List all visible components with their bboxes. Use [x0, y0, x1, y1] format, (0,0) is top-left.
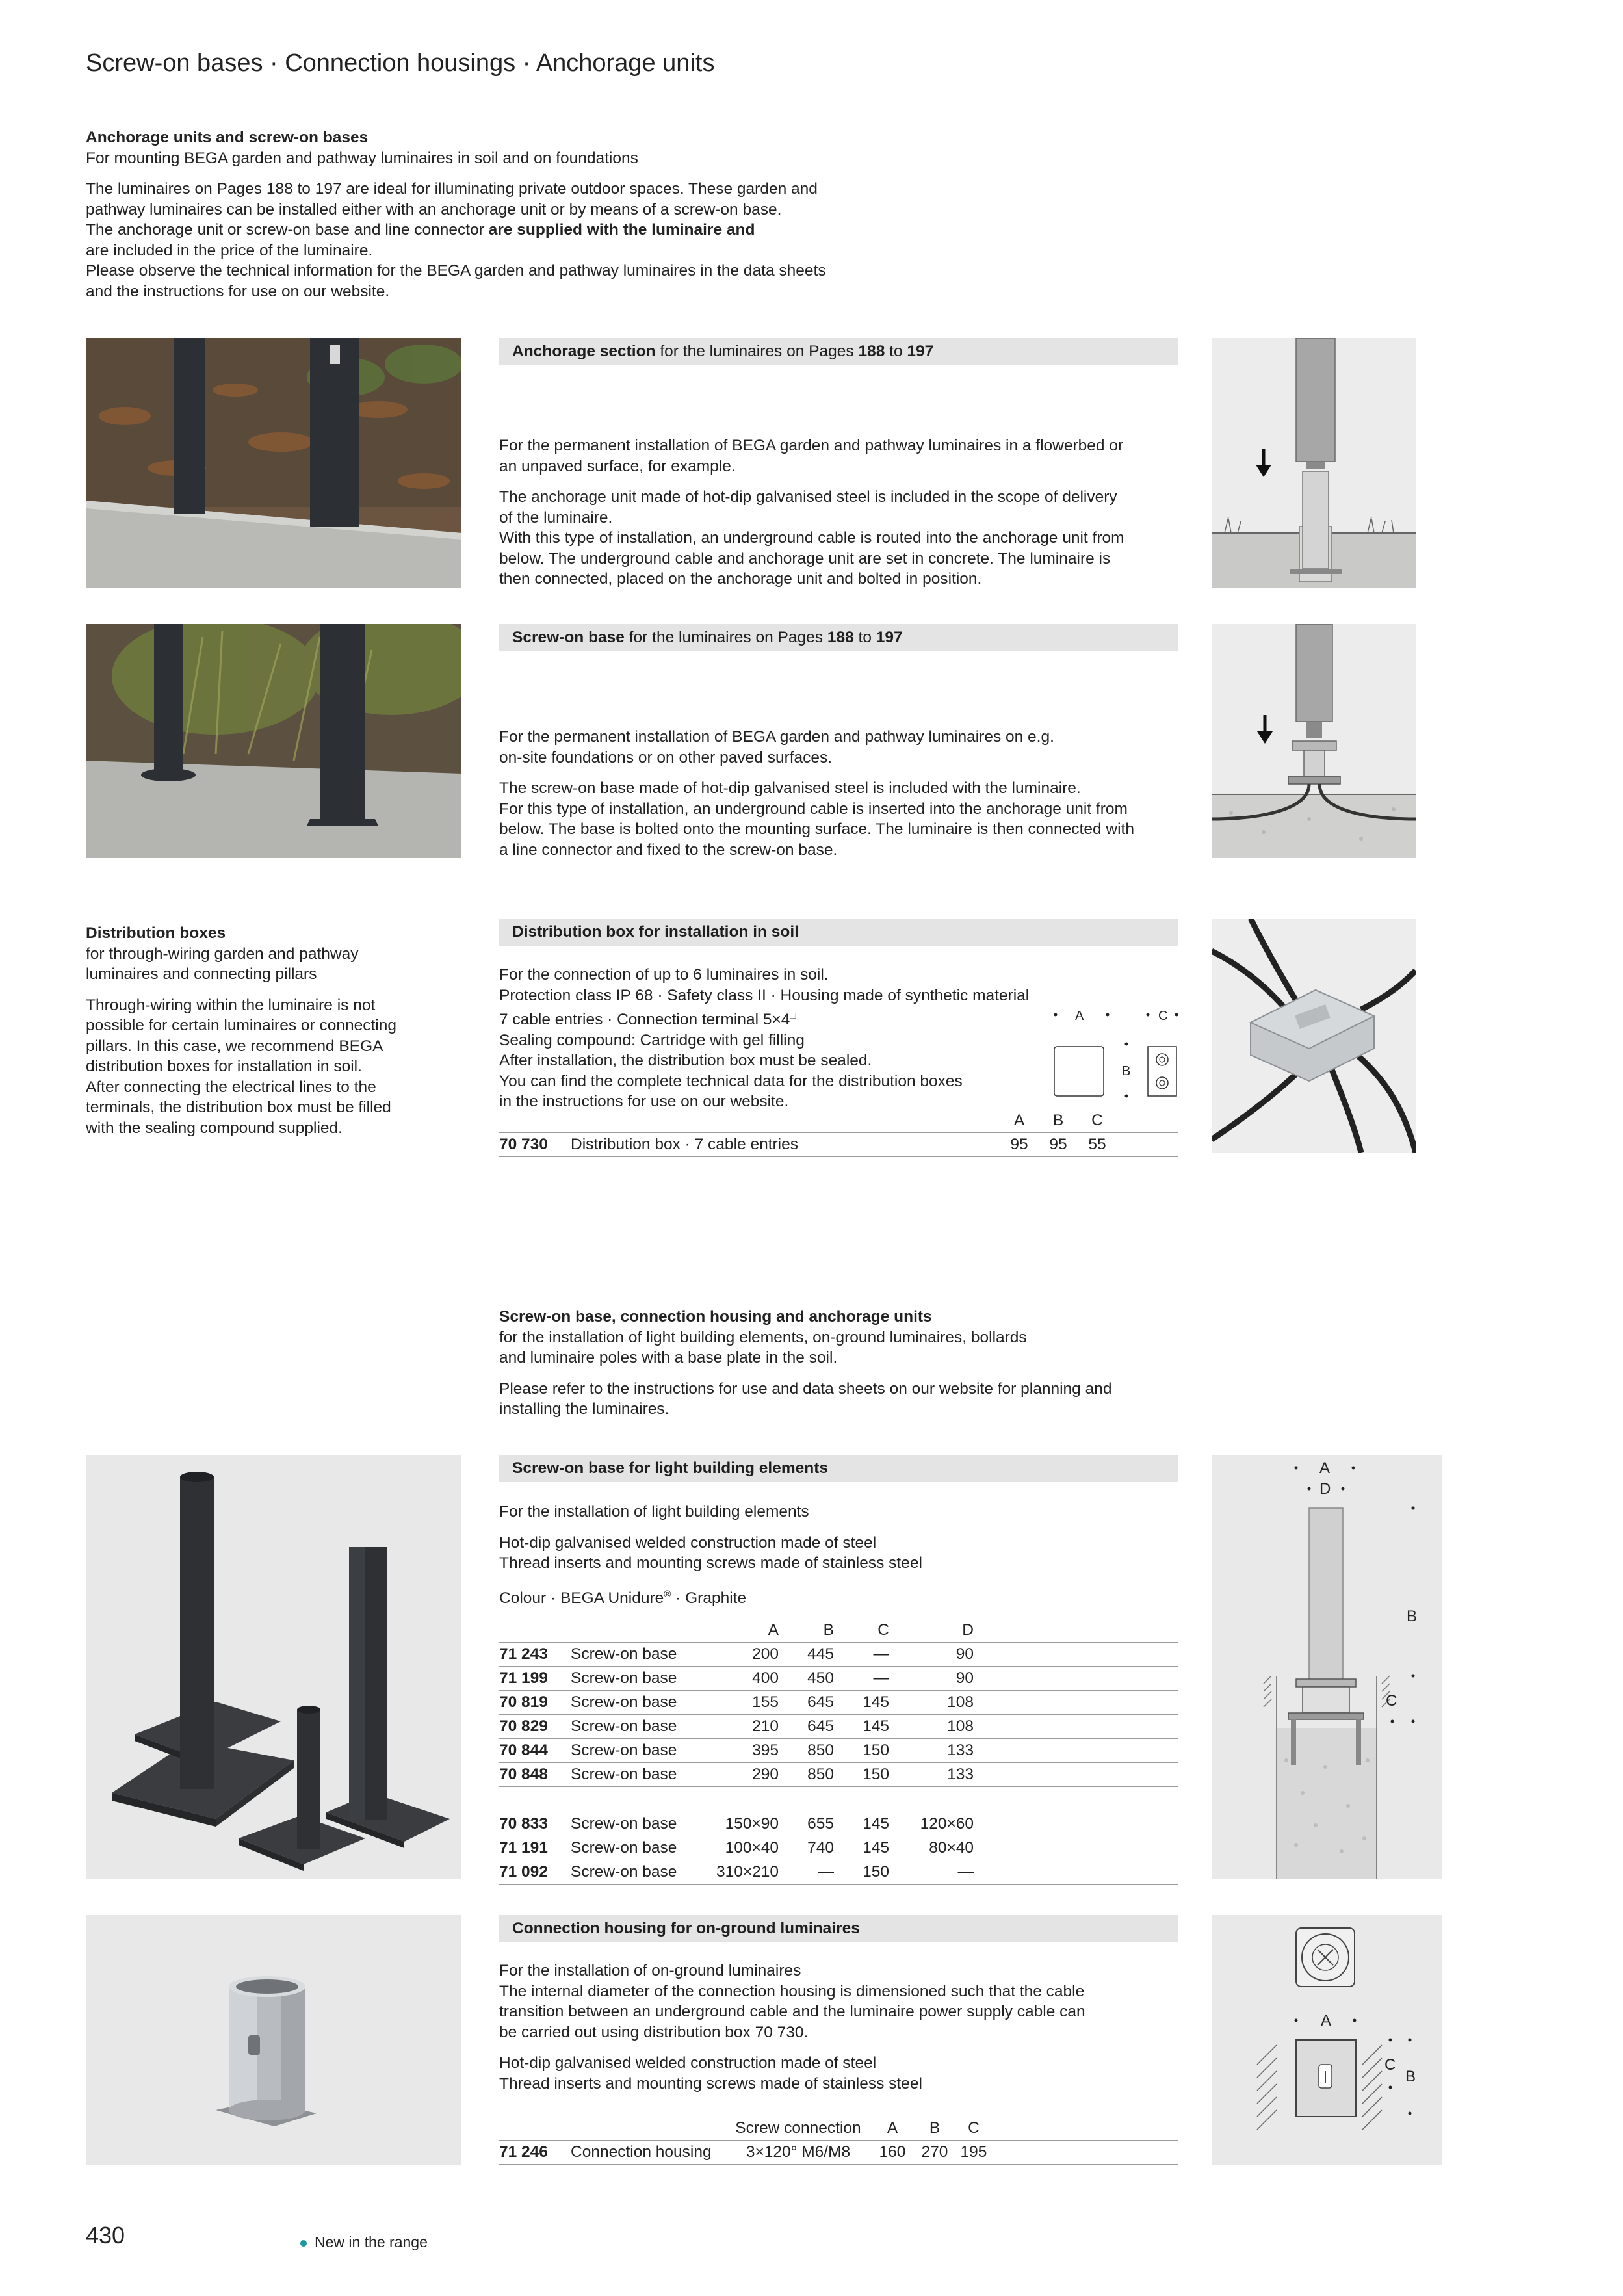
light-building-table	[499, 1619, 1178, 1885]
distribution-box-dimension-drawing	[1052, 1000, 1182, 1104]
value-a: 200	[714, 1643, 779, 1667]
text-line: For the installation of light building elements	[499, 1503, 809, 1520]
article-name: Screw-on base	[571, 1836, 714, 1860]
distribution-intro	[86, 923, 450, 1138]
text-line: After installation, the distribution box must be sealed.	[499, 1052, 872, 1070]
column-header: A	[870, 2117, 915, 2141]
value-b: 450	[779, 1667, 834, 1691]
registered-symbol: ®	[664, 1588, 671, 1600]
value-c: 150	[834, 1739, 889, 1763]
distribution-box-bar	[499, 919, 1178, 946]
text-line: of the luminaire.	[499, 508, 613, 527]
dim-label-b: B	[1122, 1064, 1131, 1078]
dim-label-a: A	[1321, 2012, 1332, 2029]
text-line: terminals, the distribution box must be filled	[86, 1099, 391, 1116]
text-line: Sealing compound: Cartridge with gel filling	[499, 1031, 805, 1049]
table-header-row	[499, 2117, 1178, 2141]
text-line: a line connector and fixed to the screw-on base.	[499, 841, 838, 859]
table-row	[499, 1643, 1178, 1667]
article-number: 70 829	[499, 1715, 571, 1739]
bar-text: for the luminaires on Pages	[655, 343, 859, 360]
text-line: Thread inserts and mounting screws made of stainless steel	[499, 1554, 922, 1572]
column-header: B	[915, 2117, 954, 2141]
intro-text: The luminaires on Pages 188 to 197 are ideal for illuminating private outdoor spaces. These garden and	[86, 180, 818, 198]
distribution-box-text	[499, 965, 1071, 1112]
text-line: Hot-dip galvanised welded construction made of steel	[499, 1533, 877, 1552]
bar-title: Screw-on base	[512, 629, 625, 646]
article-number: 70 730	[499, 1133, 571, 1157]
value-a: 160	[870, 2141, 915, 2165]
light-building-diagram-drawing	[1212, 1455, 1442, 1879]
anchorage-diagram	[1212, 338, 1416, 588]
distribution-box-dimension-svg	[1052, 1000, 1182, 1104]
value-d: 133	[889, 1763, 974, 1787]
bar-title: Connection housing for on-ground luminaires	[512, 1920, 860, 1937]
anchorage-section-bar	[499, 338, 1178, 365]
article-number: 71 092	[499, 1860, 571, 1885]
value-a: 395	[714, 1739, 779, 1763]
article-number: 71 191	[499, 1836, 571, 1860]
distribution-box-table	[499, 1109, 1178, 1157]
text-line: For the installation of on-ground luminaires	[499, 1962, 801, 1979]
dim-label-c: C	[1384, 2056, 1396, 2074]
value-c: 150	[834, 1763, 889, 1787]
value-d: —	[889, 1860, 974, 1885]
article-number: 71 246	[499, 2141, 571, 2165]
connection-housing-bar	[499, 1915, 1178, 1942]
column-header: C	[1091, 1112, 1103, 1129]
text-line: Protection class IP 68 · Safety class II · Housing made of synthetic material	[499, 986, 1030, 1004]
text-line: 7 cable entries · Connection terminal 5×4	[499, 1011, 790, 1029]
article-name: Screw-on base	[571, 1739, 714, 1763]
text-line: For this type of installation, an underground cable is inserted into the anchorage unit from	[499, 800, 1128, 818]
table-row	[499, 1667, 1178, 1691]
text-line: for through-wiring garden and pathway	[86, 945, 359, 963]
dim-label-b: B	[1405, 2068, 1416, 2085]
text-line: After connecting the electrical lines to the	[86, 1078, 376, 1096]
column-header: C	[954, 2117, 993, 2141]
text-line: Thread inserts and mounting screws made of stainless steel	[499, 2074, 922, 2093]
intro-text: are included in the price of the luminaire.	[86, 241, 373, 259]
column-header: B	[1052, 1112, 1064, 1129]
article-name: Screw-on base	[571, 1667, 714, 1691]
value-a: 95	[1000, 1133, 1039, 1157]
text-line: transition between an underground cable and the luminaire power supply cable can	[499, 2003, 1085, 2020]
anchorage-section-text	[499, 436, 1188, 590]
legend-text: New in the range	[315, 2234, 428, 2250]
bar-page: 188	[858, 343, 885, 360]
text-line: Through-wiring within the luminaire is not	[86, 996, 376, 1014]
screw-on-section-bar	[499, 624, 1178, 651]
text-line: and luminaire poles with a base plate in the soil.	[499, 1349, 838, 1366]
value-b: 740	[779, 1836, 834, 1860]
value-c: 55	[1078, 1133, 1117, 1157]
article-number: 70 848	[499, 1763, 571, 1787]
dim-label-b: B	[1407, 1608, 1418, 1625]
bar-title: Anchorage section	[512, 343, 656, 360]
bar-page: 188	[827, 629, 854, 646]
value-d: 120×60	[889, 1812, 974, 1836]
text-line: distribution boxes for installation in soil.	[86, 1058, 362, 1075]
article-number: 70 844	[499, 1739, 571, 1763]
table-row	[499, 1715, 1178, 1739]
dim-label-a: A	[1319, 1459, 1331, 1477]
table-row	[499, 2141, 1178, 2165]
dim-label-d: D	[1319, 1480, 1331, 1498]
value-a: 155	[714, 1691, 779, 1715]
value-b: 445	[779, 1643, 834, 1667]
screw-connection: 3×120° M6/M8	[727, 2141, 870, 2165]
connection-housing-text	[499, 1961, 1188, 2094]
text-line: For the permanent installation of BEGA garden and pathway luminaires on e.g.	[499, 728, 1054, 746]
value-b: 645	[779, 1715, 834, 1739]
bar-text: to	[853, 629, 876, 646]
page-title: Screw-on bases · Connection housings · Anchorage units	[86, 49, 715, 77]
table-row	[499, 1836, 1178, 1860]
value-a: 150×90	[714, 1812, 779, 1836]
value-c: 145	[834, 1715, 889, 1739]
text-line: with the sealing compound supplied.	[86, 1119, 343, 1137]
article-name: Screw-on base	[571, 1763, 714, 1787]
bar-title: Screw-on base for light building elements	[512, 1459, 828, 1477]
value-b: 645	[779, 1691, 834, 1715]
article-name: Distribution box · 7 cable entries	[571, 1133, 1000, 1157]
text-line: With this type of installation, an underground cable is routed into the anchorage unit from	[499, 529, 1124, 547]
value-c: 145	[834, 1812, 889, 1836]
intro-text: and the instructions for use on our website.	[86, 282, 390, 300]
value-c: 150	[834, 1860, 889, 1885]
article-name: Screw-on base	[571, 1860, 714, 1885]
intro-text: Please observe the technical information for the BEGA garden and pathway luminaires in the data sheets	[86, 262, 826, 280]
text-line: installing the luminaires.	[499, 1400, 669, 1418]
value-b: —	[779, 1860, 834, 1885]
bar-page: 197	[907, 343, 934, 360]
anchorage-photo-image	[86, 338, 461, 588]
new-in-range-dot-icon	[300, 2240, 307, 2247]
text-line: luminaires and connecting pillars	[86, 965, 317, 983]
value-b: 95	[1039, 1133, 1078, 1157]
value-a: 290	[714, 1763, 779, 1787]
value-c: 195	[954, 2141, 993, 2165]
legend	[300, 2234, 428, 2251]
value-c: —	[834, 1643, 889, 1667]
value-b: 850	[779, 1763, 834, 1787]
column-header: B	[779, 1619, 834, 1643]
distribution-heading: Distribution boxes	[86, 924, 226, 942]
dim-label-c: C	[1386, 1692, 1397, 1710]
text-line: You can find the complete technical data for the distribution boxes	[499, 1072, 963, 1090]
article-number: 71 243	[499, 1643, 571, 1667]
bar-text: for the luminaires on Pages	[624, 629, 827, 646]
text-line: below. The underground cable and anchorage unit are set in concrete. The luminaire is	[499, 549, 1111, 567]
article-name: Screw-on base	[571, 1643, 714, 1667]
screw-on-bases-photo-image	[86, 1455, 461, 1879]
value-b: 850	[779, 1739, 834, 1763]
intro-heading: Anchorage units and screw-on bases	[86, 129, 369, 146]
intro-subheading: For mounting BEGA garden and pathway luminaires in soil and on foundations	[86, 149, 638, 167]
table-row	[499, 1812, 1178, 1836]
column-header: C	[834, 1619, 889, 1643]
bar-title: Distribution box for installation in soil	[512, 923, 799, 941]
value-b: 270	[915, 2141, 954, 2165]
dim-label-c: C	[1158, 1009, 1168, 1023]
value-d: 90	[889, 1667, 974, 1691]
dim-label-a: A	[1075, 1009, 1084, 1023]
light-building-diagram	[1212, 1455, 1442, 1879]
text-line: then connected, placed on the anchorage unit and bolted in position.	[499, 570, 982, 588]
article-number: 70 819	[499, 1691, 571, 1715]
text-line: be carried out using distribution box 70 730.	[499, 2023, 809, 2041]
value-d: 133	[889, 1739, 974, 1763]
connection-housing-diagram	[1212, 1915, 1442, 2165]
column-header: A	[1013, 1112, 1025, 1129]
text-line: Please refer to the instructions for use and data sheets on our website for planning and	[499, 1379, 1112, 1398]
value-d: 90	[889, 1643, 974, 1667]
value-b: 655	[779, 1812, 834, 1836]
value-d: 108	[889, 1715, 974, 1739]
column-header: D	[889, 1619, 974, 1643]
table-row	[499, 1739, 1178, 1763]
colour-value: · Graphite	[671, 1589, 747, 1607]
value-d: 108	[889, 1691, 974, 1715]
screw-on-bases-photo	[86, 1455, 461, 1879]
table-header-row	[499, 1619, 1178, 1643]
text-line: in the instructions for use on our website.	[499, 1093, 789, 1111]
text-line: pillars. In this case, we recommend BEGA	[86, 1037, 383, 1055]
page-number: 430	[86, 2222, 125, 2249]
connection-housing-diagram-drawing	[1212, 1915, 1442, 2165]
table-row	[499, 1763, 1178, 1787]
article-name: Screw-on base	[571, 1715, 714, 1739]
article-number: 71 199	[499, 1667, 571, 1691]
connection-housing-table	[499, 2117, 1178, 2165]
distribution-box-photo	[1212, 919, 1416, 1153]
text-line: an unpaved surface, for example.	[499, 457, 736, 475]
text-line: below. The base is bolted onto the mounting surface. The luminaire is then connected with	[499, 820, 1134, 838]
table-row	[499, 1691, 1178, 1715]
screw-on-diagram	[1212, 624, 1416, 858]
light-building-bar	[499, 1455, 1178, 1482]
connection-housing-photo-image	[86, 1915, 461, 2165]
connection-heading: Screw-on base, connection housing and anchorage units	[499, 1308, 932, 1325]
text-line: For the permanent installation of BEGA garden and pathway luminaires in a flowerbed or	[499, 437, 1124, 454]
light-building-text	[499, 1502, 1188, 1608]
value-a: 100×40	[714, 1836, 779, 1860]
text-line: for the installation of light building elements, on-ground luminaires, bollards	[499, 1328, 1027, 1346]
connection-intro	[499, 1307, 1188, 1420]
text-line: Hot-dip galvanised welded construction made of steel	[499, 2054, 877, 2072]
value-c: —	[834, 1667, 889, 1691]
connection-housing-photo	[86, 1915, 461, 2165]
article-name: Screw-on base	[571, 1812, 714, 1836]
text-line: For the connection of up to 6 luminaires in soil.	[499, 966, 829, 984]
value-c: 145	[834, 1691, 889, 1715]
value-c: 145	[834, 1836, 889, 1860]
bar-text: to	[885, 343, 907, 360]
value-a: 310×210	[714, 1860, 779, 1885]
value-a: 400	[714, 1667, 779, 1691]
value-d: 80×40	[889, 1836, 974, 1860]
intro-text: pathway luminaires can be installed either with an anchorage unit or by means of a screw-on base.	[86, 200, 782, 218]
square-mm-symbol: □	[790, 1010, 796, 1021]
table-row	[499, 1860, 1178, 1885]
text-line: The screw-on base made of hot-dip galvanised steel is included with the luminaire.	[499, 779, 1081, 797]
text-line: The internal diameter of the connection housing is dimensioned such that the cable	[499, 1982, 1085, 2000]
screw-on-photo-image	[86, 624, 461, 858]
column-header: A	[714, 1619, 779, 1643]
column-header: Screw connection	[727, 2117, 870, 2141]
screw-on-diagram-drawing	[1212, 624, 1416, 858]
anchorage-photo	[86, 338, 461, 588]
bar-page: 197	[876, 629, 903, 646]
article-name: Connection housing	[571, 2141, 727, 2165]
screw-on-photo	[86, 624, 461, 858]
table-row	[499, 1133, 1178, 1157]
distribution-box-photo-image	[1212, 919, 1416, 1153]
text-line: The anchorage unit made of hot-dip galvanised steel is included in the scope of delivery	[499, 488, 1117, 506]
article-number: 70 833	[499, 1812, 571, 1836]
intro-text-bold: are supplied with the luminaire and	[488, 221, 755, 239]
value-a: 210	[714, 1715, 779, 1739]
anchorage-diagram-drawing	[1212, 338, 1416, 588]
article-name: Screw-on base	[571, 1691, 714, 1715]
colour-label: Colour · BEGA Unidure	[499, 1589, 664, 1607]
text-line: on-site foundations or on other paved surfaces.	[499, 748, 833, 766]
screw-on-section-text	[499, 727, 1188, 860]
intro-text: The anchorage unit or screw-on base and line connector	[86, 221, 489, 239]
text-line: possible for certain luminaires or connecting	[86, 1017, 396, 1034]
intro-block	[86, 127, 931, 302]
